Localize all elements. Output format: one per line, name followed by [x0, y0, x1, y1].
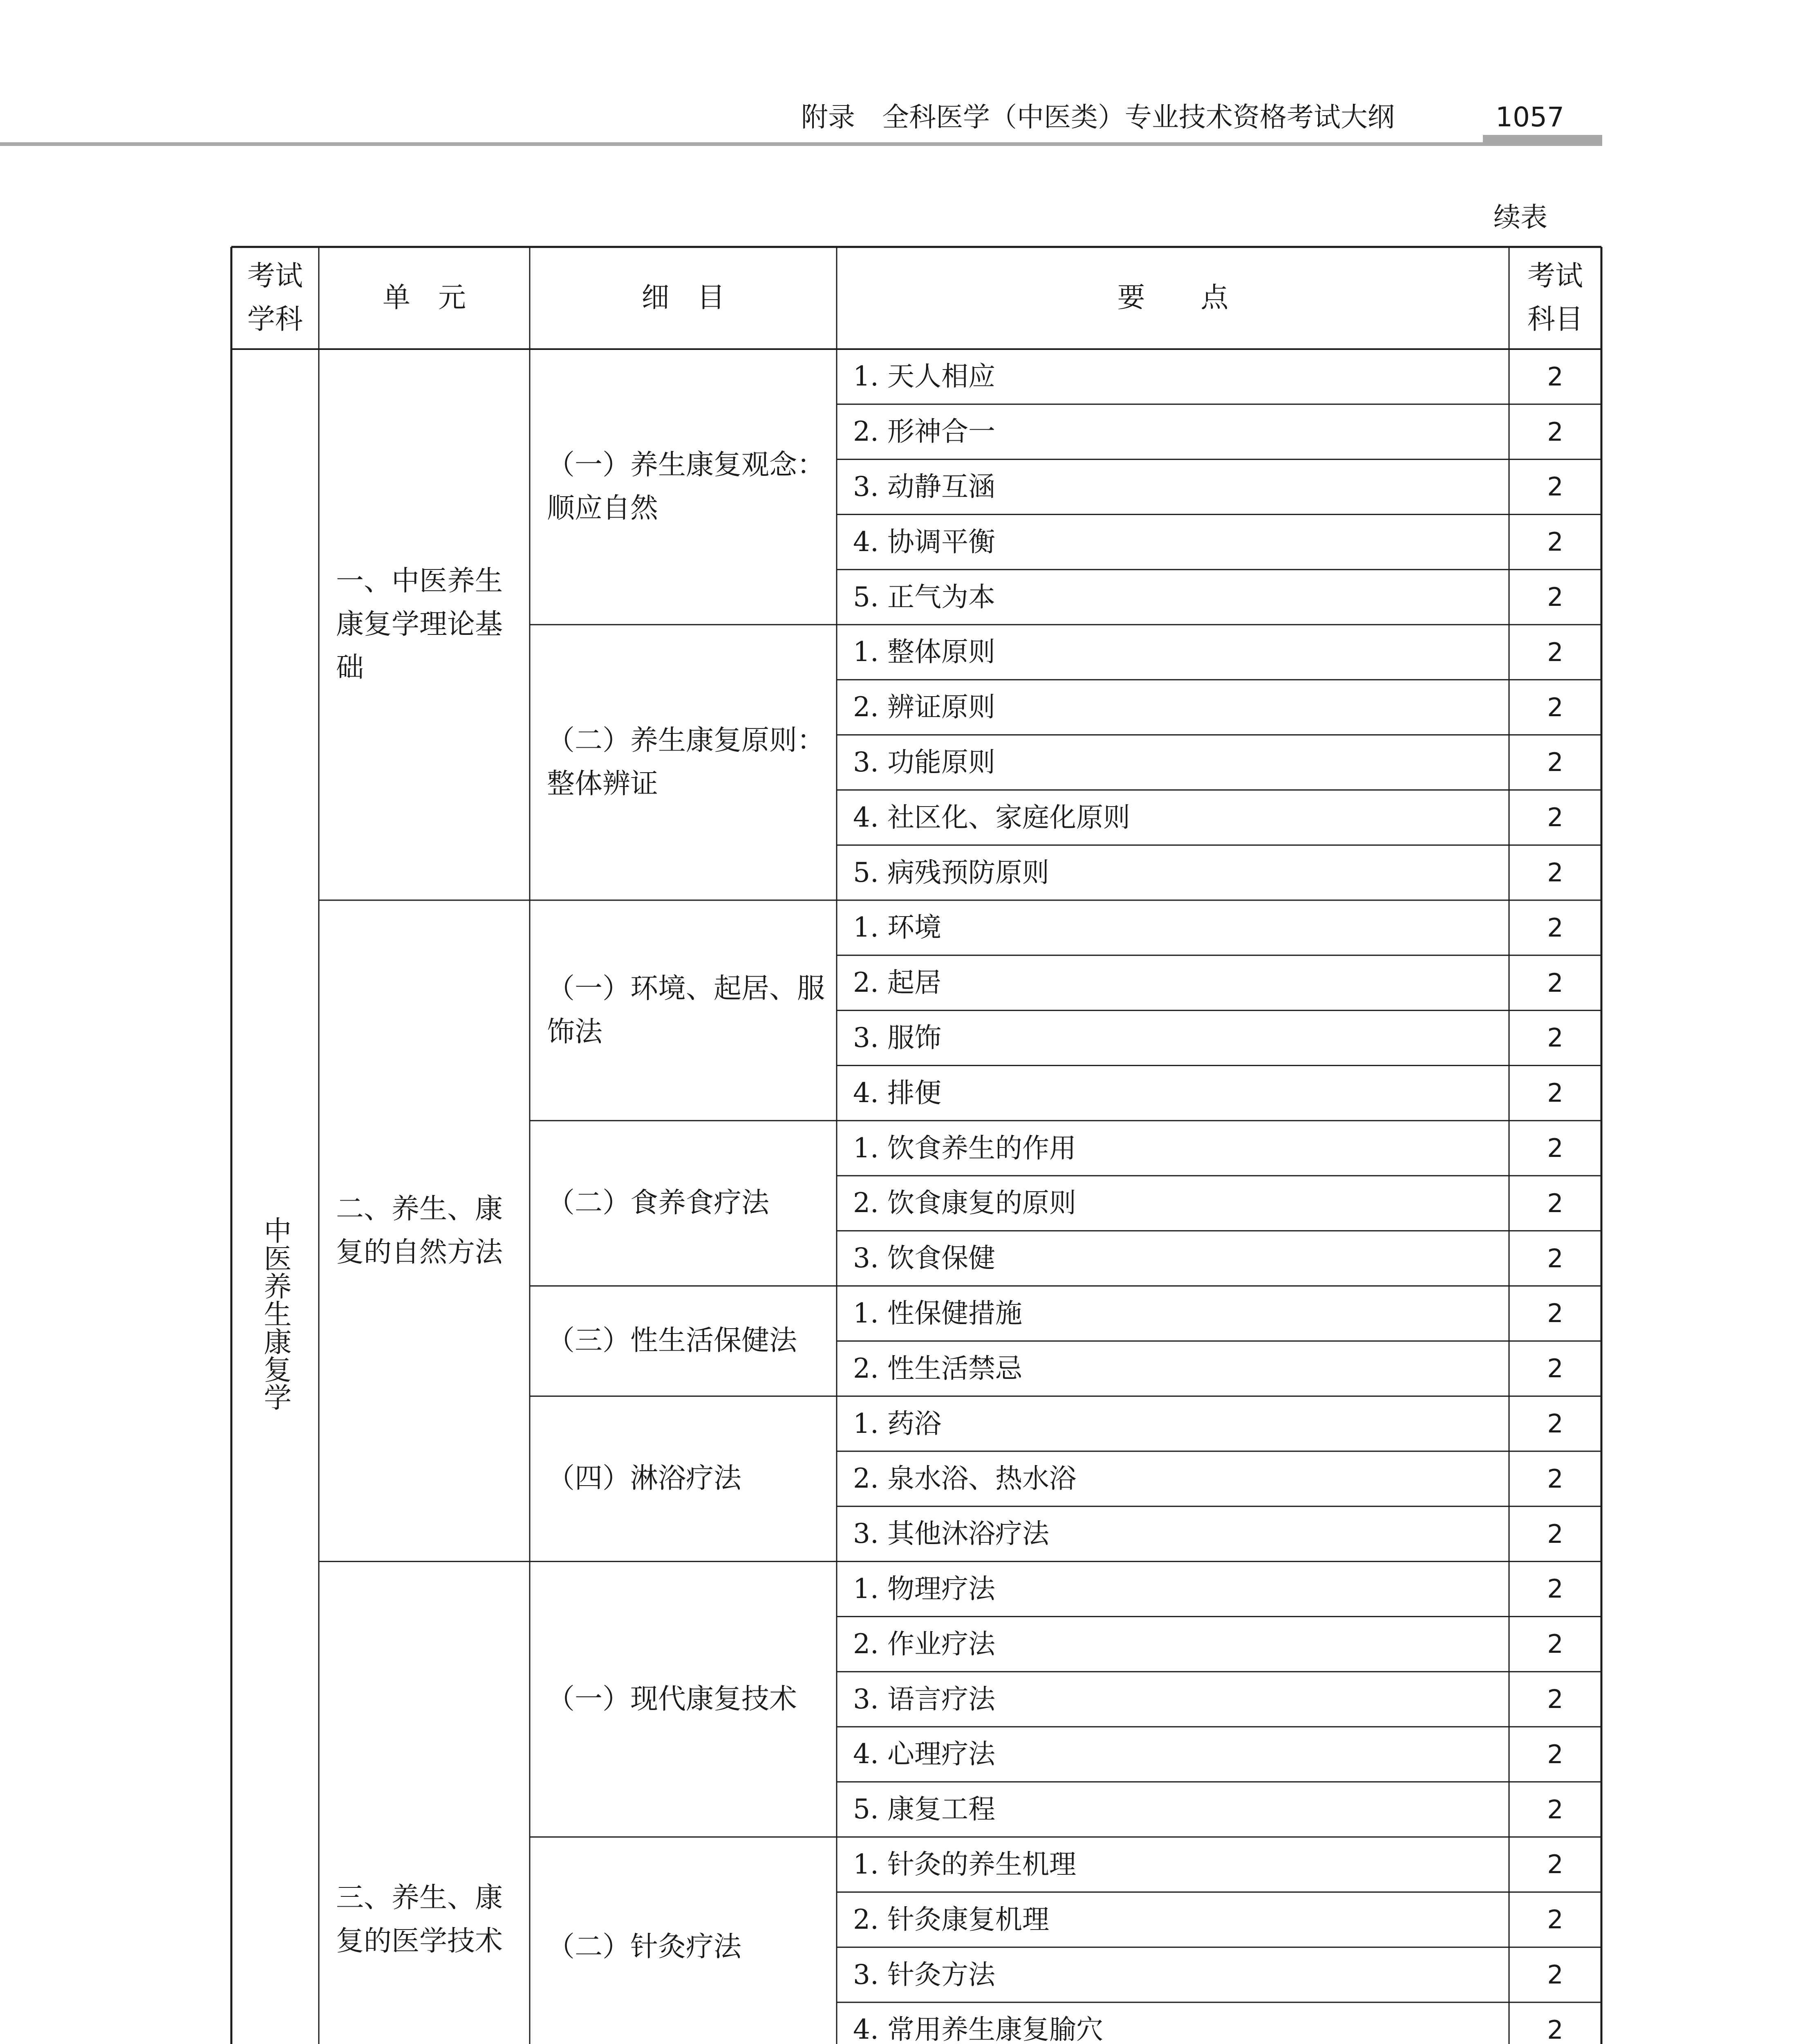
- point-cell: 2. 针灸康复机理: [853, 1903, 1049, 1935]
- score-cell: 2: [1547, 1133, 1563, 1163]
- score-cell: 2: [1547, 1298, 1563, 1329]
- header-unit: 单 元: [382, 282, 466, 314]
- score-cell: 2: [1547, 1849, 1563, 1880]
- point-cell: 3. 针灸方法: [853, 1959, 995, 1990]
- point-cell: 1. 药浴: [853, 1407, 941, 1439]
- score-cell: 2: [1547, 582, 1563, 612]
- point-cell: 1. 饮食养生的作用: [853, 1132, 1076, 1164]
- score-cell: 2: [1547, 802, 1563, 833]
- score-cell: 2: [1547, 1574, 1563, 1604]
- score-cell: 2: [1547, 472, 1563, 502]
- point-cell: 2. 泉水浴、热水浴: [853, 1463, 1076, 1495]
- item-cell: （一）现代康复技术: [547, 1683, 797, 1715]
- point-cell: 3. 服饰: [853, 1022, 941, 1053]
- score-cell: 2: [1547, 968, 1563, 998]
- item-cell: （二）针灸疗法: [547, 1931, 742, 1963]
- continued-label: 续表: [1493, 202, 1547, 233]
- point-cell: 1. 环境: [853, 912, 941, 944]
- subject-cell: 中医养生康复学: [259, 1216, 291, 1411]
- page-number: 1057: [1496, 101, 1564, 133]
- header-item: 细 目: [641, 282, 725, 314]
- point-cell: 2. 起居: [853, 967, 941, 999]
- score-cell: 2: [1547, 1078, 1563, 1108]
- score-cell: 2: [1547, 1023, 1563, 1053]
- score-cell: 2: [1547, 1409, 1563, 1439]
- score-cell: 2: [1547, 527, 1563, 557]
- score-cell: 2: [1547, 361, 1563, 392]
- point-cell: 1. 性保健措施: [853, 1297, 1022, 1329]
- score-cell: 2: [1547, 1739, 1563, 1769]
- point-cell: 3. 功能原则: [853, 746, 995, 778]
- score-cell: 2: [1547, 637, 1563, 667]
- score-cell: 2: [1547, 1905, 1563, 1935]
- score-cell: 2: [1547, 692, 1563, 722]
- score-cell: 2: [1547, 1684, 1563, 1715]
- score-cell: 2: [1547, 747, 1563, 778]
- point-cell: 3. 动静互涵: [853, 471, 995, 502]
- point-cell: 1. 天人相应: [853, 361, 995, 392]
- point-cell: 2. 作业疗法: [853, 1628, 995, 1660]
- score-cell: 2: [1547, 417, 1563, 447]
- point-cell: 2. 辨证原则: [853, 691, 995, 723]
- point-cell: 2. 饮食康复的原则: [853, 1187, 1076, 1219]
- score-cell: 2: [1547, 912, 1563, 943]
- header-points: 要 点: [1117, 282, 1229, 314]
- point-cell: 4. 常用养生康复腧穴: [853, 2014, 1103, 2044]
- score-cell: 2: [1547, 1519, 1563, 1549]
- header-score: 考试 科目: [1527, 260, 1583, 336]
- header-subject: 考试 学科: [247, 260, 303, 336]
- point-cell: 4. 排便: [853, 1077, 941, 1109]
- score-cell: 2: [1547, 1354, 1563, 1384]
- score-cell: 2: [1547, 1464, 1563, 1494]
- score-cell: 2: [1547, 858, 1563, 888]
- score-cell: 2: [1547, 1794, 1563, 1824]
- point-cell: 2. 性生活禁忌: [853, 1352, 1022, 1384]
- point-cell: 1. 物理疗法: [853, 1573, 995, 1605]
- point-cell: 4. 心理疗法: [853, 1738, 995, 1770]
- running-title: 附录 全科医学（中医类）专业技术资格考试大纲: [801, 101, 1395, 133]
- unit-cell: 一、中医养生康复学理论基础: [336, 565, 503, 684]
- score-cell: 2: [1547, 2015, 1563, 2044]
- point-cell: 3. 饮食保健: [853, 1242, 995, 1274]
- item-cell: （三）性生活保健法: [547, 1325, 797, 1357]
- point-cell: 5. 病残预防原则: [853, 856, 1049, 888]
- item-cell: （二）养生康复原则：整体辨证: [547, 724, 825, 800]
- point-cell: 2. 形神合一: [853, 416, 995, 448]
- item-cell: （一）环境、起居、服饰法: [547, 972, 825, 1048]
- point-cell: 5. 康复工程: [853, 1793, 995, 1825]
- unit-cell: 三、养生、康复的医学技术: [336, 1881, 503, 1957]
- score-cell: 2: [1547, 1960, 1563, 1990]
- point-cell: 3. 语言疗法: [853, 1683, 995, 1715]
- point-cell: 4. 社区化、家庭化原则: [853, 801, 1130, 833]
- item-cell: （二）食养食疗法: [547, 1187, 770, 1219]
- item-cell: （四）淋浴疗法: [547, 1462, 742, 1495]
- point-cell: 5. 正气为本: [853, 581, 995, 613]
- unit-cell: 二、养生、康复的自然方法: [336, 1192, 503, 1269]
- score-cell: 2: [1547, 1629, 1563, 1659]
- point-cell: 1. 整体原则: [853, 636, 995, 668]
- point-cell: 4. 协调平衡: [853, 526, 995, 558]
- item-cell: （一）养生康复观念：顺应自然: [547, 449, 825, 524]
- score-cell: 2: [1547, 1243, 1563, 1273]
- point-cell: 1. 针灸的养生机理: [853, 1848, 1076, 1880]
- score-cell: 2: [1547, 1188, 1563, 1218]
- point-cell: 3. 其他沐浴疗法: [853, 1518, 1049, 1550]
